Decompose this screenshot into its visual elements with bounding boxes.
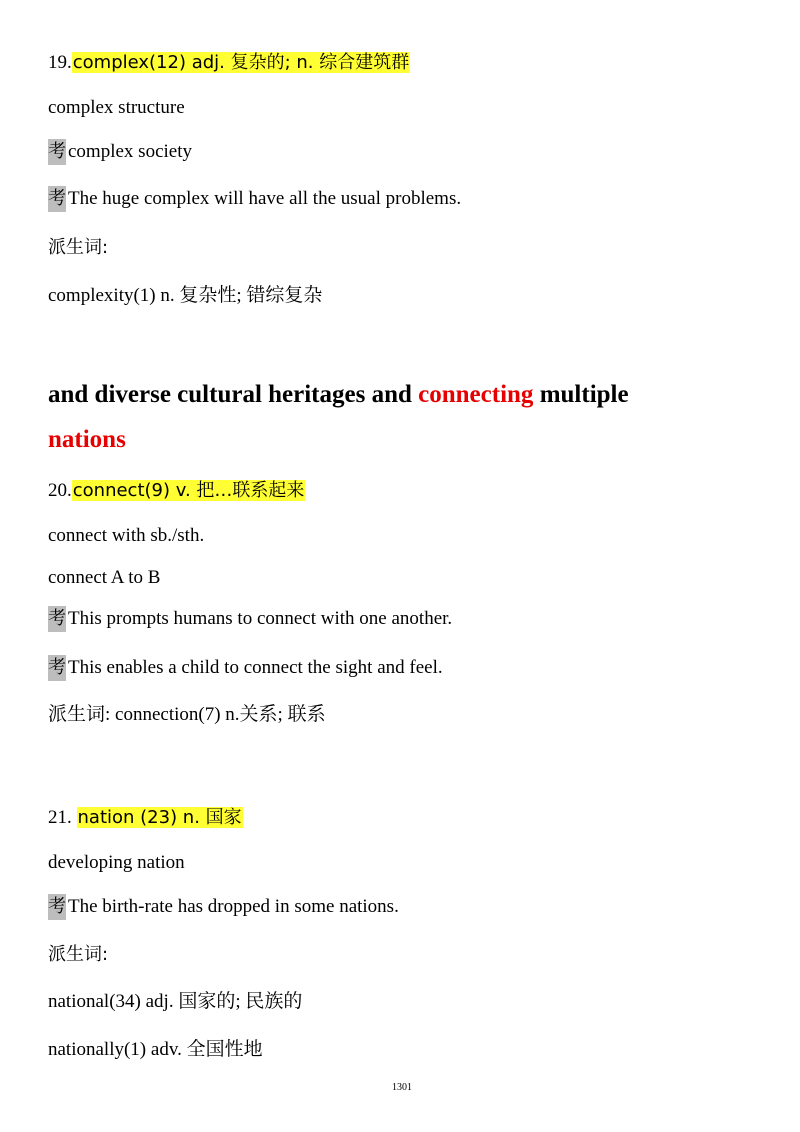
entry-20-example-1 [48, 606, 452, 632]
entry-20-phrase-2: connect A to B [48, 567, 161, 588]
entry-21-example-1 [48, 894, 399, 920]
exam-marker: 考 [48, 186, 66, 212]
entry-21-derived-label: 派生词: [48, 944, 109, 965]
example-text: This enables a child to connect the sight and feel. [68, 657, 443, 678]
entry-19-example-2 [48, 186, 461, 212]
entry-21-number: 21. [48, 807, 77, 828]
entry-19-example-1 [48, 139, 192, 165]
entry-21-derived-2: nationally(1) adv. 全国性地 [48, 1039, 263, 1060]
exam-marker: 考 [48, 655, 66, 681]
example-text: complex society [68, 141, 192, 162]
entry-19-derived: complexity(1) n. 复杂性; 错综复杂 [48, 285, 323, 306]
entry-19-highlight: complex(12) adj. 复杂的; n. 综合建筑群 [72, 52, 410, 73]
entry-19-phrase: complex structure [48, 97, 185, 118]
entry-21-phrase: developing nation [48, 852, 185, 873]
exam-marker: 考 [48, 606, 66, 632]
entry-20-derived: 派生词: connection(7) n.关系; 联系 [48, 704, 326, 725]
entry-21-title [48, 805, 243, 831]
entry-20-phrase-1: connect with sb./sth. [48, 525, 205, 546]
exam-marker: 考 [48, 139, 66, 165]
entry-20-number: 20. [48, 480, 72, 501]
example-text: This prompts humans to connect with one another. [68, 608, 453, 629]
heading-keyword-nations: nations [48, 426, 126, 453]
example-text: The birth-rate has dropped in some nations. [68, 896, 399, 917]
entry-21-derived-1: national(34) adj. 国家的; 民族的 [48, 991, 303, 1012]
heading-text: and diverse cultural heritages and [48, 381, 419, 408]
heading-keyword-connecting: connecting [418, 381, 534, 408]
page-number: 1301 [392, 1082, 412, 1093]
example-text: The huge complex will have all the usual problems. [68, 188, 462, 209]
exam-marker: 考 [48, 894, 66, 920]
entry-20-title [48, 478, 305, 504]
entry-21-highlight: nation (23) n. 国家 [77, 807, 242, 828]
entry-20-highlight: connect(9) v. 把…联系起来 [72, 480, 305, 501]
entry-19-number: 19. [48, 52, 72, 73]
entry-19-derived-label: 派生词: [48, 237, 109, 258]
entry-19-title [48, 50, 410, 76]
entry-20-example-2 [48, 655, 443, 681]
heading-text: multiple [533, 381, 629, 408]
passage-heading-line-1 [48, 378, 629, 412]
